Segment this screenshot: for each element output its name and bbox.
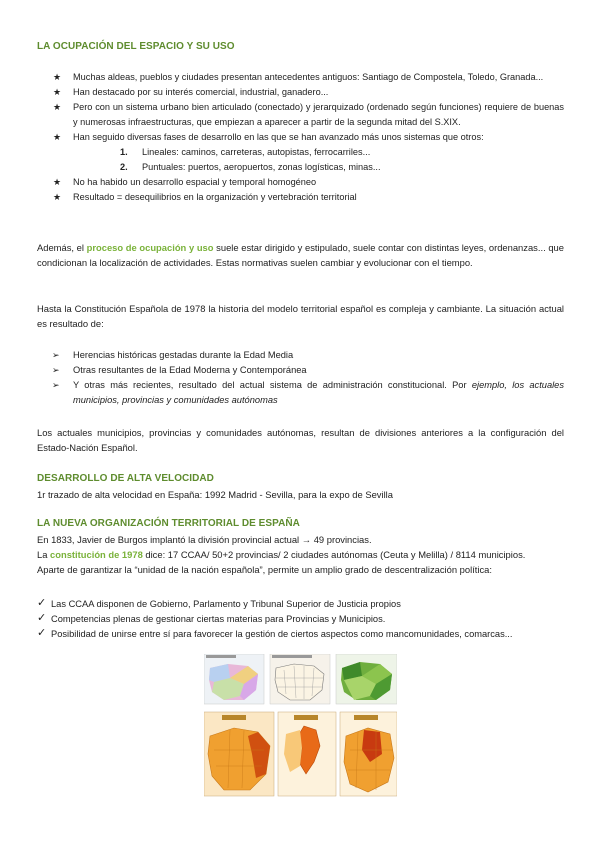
list-item: ★ Muchas aldeas, pueblos y ciudades presentan antecedentes antiguos: Santiago de Compostela, Toledo, Granada... <box>37 70 564 85</box>
star-icon: ★ <box>53 177 62 187</box>
descentralizacion-list <box>37 597 564 642</box>
list-item: ★ Pero con un sistema urbano bien articulado (conectado) y jerarquizado (ordenado según funciones) requiere de buenas y numerosas infraestructuras, que empiezan a aparecer a partir de la segunda mitad del S.XIX. <box>53 102 564 127</box>
sub-list-item: 1. Lineales: caminos, carreteras, autopistas, ferrocarriles... <box>120 147 371 157</box>
ocupacion-bullet-list <box>37 70 564 205</box>
sub-list <box>73 145 564 175</box>
paragraph-proceso: Además, el proceso de ocupación y uso suele estar dirigido y estipulado, suele contar con distintas leyes, ordenanzas... que condicionan la localización de actividades. Estas normativas suelen cambiar y evolucionar con el tiempo. <box>37 242 564 269</box>
provinces-map <box>270 654 330 704</box>
herencias-list <box>37 348 564 408</box>
list-item: ✓ Competencias plenas de gestionar ciertas materias para Provincias y Municipios. <box>37 612 386 624</box>
section-title-alta-velocidad: DESARROLLO DE ALTA VELOCIDAD <box>37 473 214 484</box>
autonomous-communities-map <box>336 654 397 704</box>
spain-territorial-maps-image <box>204 654 397 800</box>
list-item: ✓ Posibilidad de unirse entre sí para favorecer la gestión de ciertos aspectos como mancomunidades, comarcas... <box>37 627 513 639</box>
arrow-icon: ➢ <box>52 350 60 360</box>
paragraph-divisiones: Los actuales municipios, provincias y comunidades autónomas, resultan de divisiones anteriores a la configuración del Estado-Nación Español. <box>37 427 564 454</box>
arrow-icon: ➢ <box>52 380 60 390</box>
list-item: ★ Han destacado por su interés comercial, industrial, ganadero... <box>37 85 564 100</box>
orange-regions-map-2 <box>278 712 336 796</box>
checkmark-icon: ✓ <box>37 597 47 609</box>
list-item: ★ Han seguido diversas fases de desarrollo en las que se han avanzado más unos sistemas que otros: 1. Lineales: caminos, carreteras, autopistas, ferrocarriles... 2. Puntuales: puertos, aeropuertos, zonas logísticas, minas... <box>37 130 564 175</box>
orange-regions-map-3 <box>340 712 397 796</box>
paragraph-unidad: Aparte de garantizar la “unidad de la nación española”, permite un amplio grado de descentralización política: <box>37 564 492 575</box>
checkmark-icon: ✓ <box>37 612 47 624</box>
paragraph-constitucion-1978: La constitución de 1978 dice: 17 CCAA/ 50+2 provincias/ 2 ciudades autónomas (Ceuta y Melilla) / 8114 municipios. <box>37 549 526 560</box>
star-icon: ★ <box>53 192 62 202</box>
highlight-proceso: proceso de ocupación y uso <box>86 242 214 253</box>
list-item: ★ Resultado = desequilibrios en la organización y vertebración territorial <box>37 190 564 205</box>
paragraph-burgos: En 1833, Javier de Burgos implantó la división provincial actual → 49 provincias. <box>37 534 372 545</box>
sub-list-item: 2. Puntuales: puertos, aeropuertos, zonas logísticas, minas... <box>120 162 381 172</box>
checkmark-icon: ✓ <box>37 627 47 639</box>
star-icon: ★ <box>53 72 62 82</box>
historical-kingdoms-map <box>204 654 264 704</box>
paragraph-alta-velocidad: 1r trazado de alta velocidad en España: 1992 Madrid - Sevilla, para la expo de Sevilla <box>37 489 393 500</box>
list-item: ✓ Las CCAA disponen de Gobierno, Parlamento y Tribunal Superior de Justicia propios <box>37 597 401 609</box>
list-item: ➢ Y otras más recientes, resultado del actual sistema de administración constitucional. Por ejemplo, los actuales municipios, provincias y comunidades autónomas <box>52 380 564 405</box>
highlight-constitucion: constitución de 1978 <box>50 549 143 560</box>
star-icon: ★ <box>53 132 62 142</box>
star-icon: ★ <box>53 102 62 112</box>
orange-regions-map-1 <box>204 712 274 796</box>
list-item: ★ No ha habido un desarrollo espacial y temporal homogéneo <box>37 175 564 190</box>
arrow-icon: ➢ <box>52 365 60 375</box>
list-item: ➢ Otras resultantes de la Edad Moderna y Contemporánea <box>37 363 564 378</box>
section-title-organizacion: LA NUEVA ORGANIZACIÓN TERRITORIAL DE ESPAÑA <box>37 518 300 529</box>
section-title-ocupacion: LA OCUPACIÓN DEL ESPACIO Y SU USO <box>37 41 235 52</box>
star-icon: ★ <box>53 87 62 97</box>
paragraph-constitucion: Hasta la Constitución Española de 1978 la historia del modelo territorial español es compleja y cambiante. La situación actual es resultado de: <box>37 303 564 330</box>
list-item: ➢ Herencias históricas gestadas durante la Edad Media <box>37 348 564 363</box>
